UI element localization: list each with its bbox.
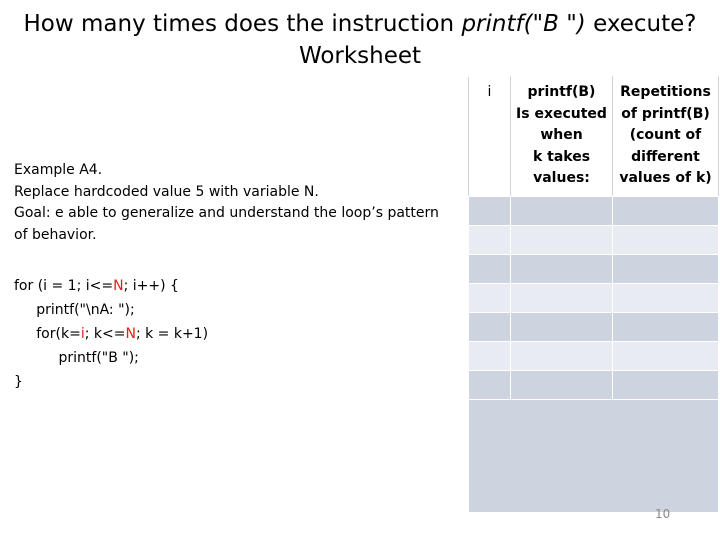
code-highlight: N	[125, 326, 136, 342]
example-text-line: of behavior.	[14, 226, 97, 243]
example-text-line: Replace hardcoded value 5 with variable N.	[14, 183, 319, 200]
table-cell[interactable]	[613, 226, 719, 255]
code-text: ; k = k+1)	[135, 326, 209, 342]
table-row	[469, 284, 719, 313]
worksheet-title	[0, 8, 720, 72]
code-highlight: N	[113, 278, 124, 294]
table-header-row	[469, 77, 719, 197]
code-line	[14, 322, 454, 346]
table-cell[interactable]	[511, 226, 613, 255]
table-cell[interactable]	[613, 197, 719, 226]
table-cell[interactable]	[613, 342, 719, 371]
table-cell[interactable]	[511, 284, 613, 313]
header-i: i	[469, 77, 511, 197]
header-executed-when: printf(B) Is executed when k takes values:	[511, 77, 613, 197]
table-cell[interactable]	[511, 313, 613, 342]
code-line: printf("B ");	[14, 350, 139, 366]
table-cell[interactable]	[613, 255, 719, 284]
table-cell[interactable]	[469, 197, 511, 226]
code-text: for (i = 1; i<=	[14, 278, 114, 294]
table-cell[interactable]	[469, 226, 511, 255]
table-row	[469, 197, 719, 226]
title-prefix: How many times does the instruction	[23, 11, 462, 37]
code-line: printf("\nA: ");	[14, 302, 135, 318]
table-cell[interactable]	[469, 342, 511, 371]
code-highlight: i	[80, 326, 85, 342]
title-suffix: execute?	[585, 11, 697, 37]
table-row	[469, 226, 719, 255]
table-cell[interactable]	[511, 255, 613, 284]
table-cell[interactable]	[511, 197, 613, 226]
example-heading: Example A4.	[14, 162, 103, 178]
example-description	[14, 160, 464, 246]
code-text: ; k<=	[84, 326, 126, 342]
title-code: printf("B ")	[461, 11, 586, 37]
code-block	[14, 274, 454, 394]
table-cell-merged[interactable]	[469, 400, 719, 513]
title-line-1	[0, 8, 720, 40]
table-cell[interactable]	[511, 342, 613, 371]
code-text: ; i++) {	[123, 278, 179, 294]
worksheet-table	[468, 76, 719, 513]
page-number: 10	[655, 507, 671, 521]
table-row	[469, 313, 719, 342]
table-row	[469, 400, 719, 513]
table-cell[interactable]	[613, 313, 719, 342]
header-repetitions: Repetitions of printf(B) (count of different values of k)	[613, 77, 719, 197]
table-cell[interactable]	[469, 284, 511, 313]
table-row	[469, 371, 719, 400]
table-cell[interactable]	[469, 313, 511, 342]
code-text: for(k=	[14, 326, 81, 342]
code-line: }	[14, 374, 23, 390]
table-cell[interactable]	[469, 255, 511, 284]
table-row	[469, 255, 719, 284]
table-cell[interactable]	[511, 371, 613, 400]
table-cell[interactable]	[613, 284, 719, 313]
example-text-line: Goal: e able to generalize and understand the loop’s pattern	[14, 205, 439, 221]
table-cell[interactable]	[469, 371, 511, 400]
code-line	[14, 274, 454, 298]
title-line-2: Worksheet	[298, 43, 422, 69]
table-row	[469, 342, 719, 371]
table-cell[interactable]	[613, 371, 719, 400]
